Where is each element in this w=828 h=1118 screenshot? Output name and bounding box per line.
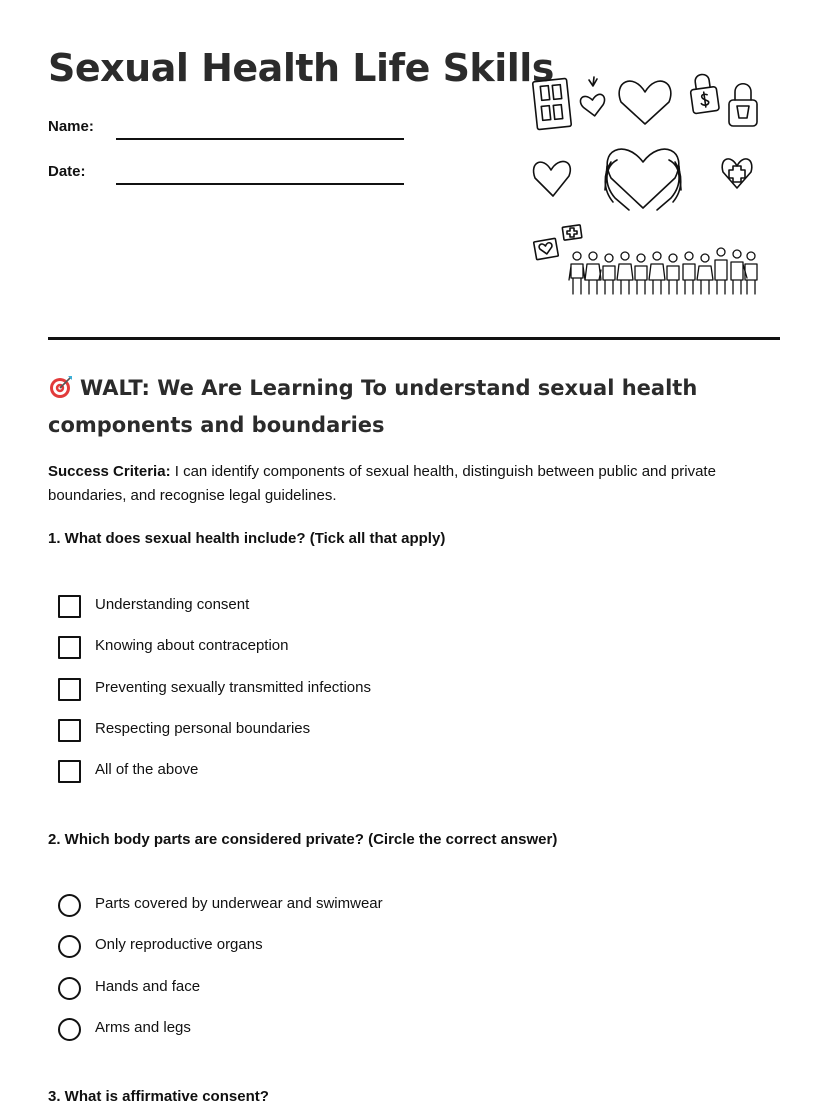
- worksheet-title: Sexual Health Life Skills: [48, 46, 554, 90]
- question-3: 3. What is affirmative consent?: [48, 1088, 269, 1105]
- heart-icon: [619, 81, 671, 124]
- checkbox-option[interactable]: [58, 636, 758, 677]
- person-figure: [569, 252, 585, 294]
- checkbox-option[interactable]: [58, 719, 758, 760]
- outline-heart-icon: [534, 161, 571, 196]
- radio-circle[interactable]: [58, 894, 81, 917]
- person-figure: [635, 254, 647, 294]
- hands-heart-icon: [605, 149, 681, 210]
- circle-option[interactable]: [58, 935, 758, 976]
- success-criteria-label: Success Criteria:: [48, 463, 171, 480]
- question-2-options: [58, 894, 758, 1059]
- name-answer-line[interactable]: [116, 138, 404, 140]
- checkbox[interactable]: [58, 719, 81, 742]
- person-figure: [667, 254, 679, 294]
- date-answer-line[interactable]: [116, 183, 404, 185]
- circle-option[interactable]: [58, 977, 758, 1018]
- person-figure: [649, 252, 665, 294]
- header-divider: [48, 337, 780, 340]
- walt-heading: [48, 370, 748, 444]
- heart-card-icon: [534, 238, 559, 260]
- checkbox[interactable]: [58, 595, 81, 618]
- name-label: Name:: [48, 118, 94, 135]
- person-figure: [697, 254, 713, 294]
- radio-circle[interactable]: [58, 1018, 81, 1041]
- target-icon: [48, 374, 74, 400]
- checkbox-option[interactable]: [58, 595, 758, 636]
- person-figure: [617, 252, 633, 294]
- option-label: Knowing about contraception: [95, 637, 289, 655]
- diverse-people-icon: [569, 248, 757, 294]
- person-figure: [715, 248, 727, 294]
- person-figure: [585, 252, 601, 294]
- checkbox-option[interactable]: [58, 678, 758, 719]
- circle-option[interactable]: [58, 894, 758, 935]
- person-figure: [745, 252, 757, 294]
- radio-circle[interactable]: [58, 977, 81, 1000]
- option-label: Respecting personal boundaries: [95, 719, 311, 737]
- padlock-dollar-icon: [688, 73, 719, 114]
- checkbox-option[interactable]: [58, 760, 758, 801]
- option-label: Preventing sexually transmitted infections: [95, 678, 371, 696]
- option-label: Parts covered by underwear and swimwear: [95, 895, 383, 912]
- walt-text: WALT: We Are Learning To understand sexual health components and boundaries: [48, 376, 698, 437]
- option-label: Only reproductive organs: [95, 936, 263, 954]
- option-label: Understanding consent: [95, 596, 250, 613]
- success-criteria-text: I can identify components of sexual health, distinguish between public and private boundaries, and recognise legal guidelines.: [48, 463, 716, 504]
- small-heart-icon: [580, 77, 607, 118]
- option-label: All of the above: [95, 761, 199, 779]
- option-label: Hands and face: [95, 977, 201, 995]
- medical-card-icon: [562, 225, 582, 240]
- sexual-health-illustration: [525, 66, 765, 306]
- radio-circle[interactable]: [58, 935, 81, 958]
- checkbox[interactable]: [58, 636, 81, 659]
- person-figure: [683, 252, 695, 294]
- padlock-icon: [729, 84, 757, 126]
- person-figure: [599, 254, 615, 294]
- date-label: Date:: [48, 163, 86, 180]
- option-label: Arms and legs: [95, 1018, 191, 1036]
- checkbox[interactable]: [58, 760, 81, 783]
- question-1: 1. What does sexual health include? (Tick all that apply): [48, 530, 446, 547]
- medical-heart-icon: [722, 159, 752, 188]
- success-criteria: [48, 460, 768, 508]
- question-1-options: [58, 595, 758, 801]
- circle-option[interactable]: [58, 1018, 758, 1059]
- checkbox[interactable]: [58, 678, 81, 701]
- question-2: 2. Which body parts are considered private? (Circle the correct answer): [48, 831, 558, 848]
- book-icon: [533, 78, 572, 129]
